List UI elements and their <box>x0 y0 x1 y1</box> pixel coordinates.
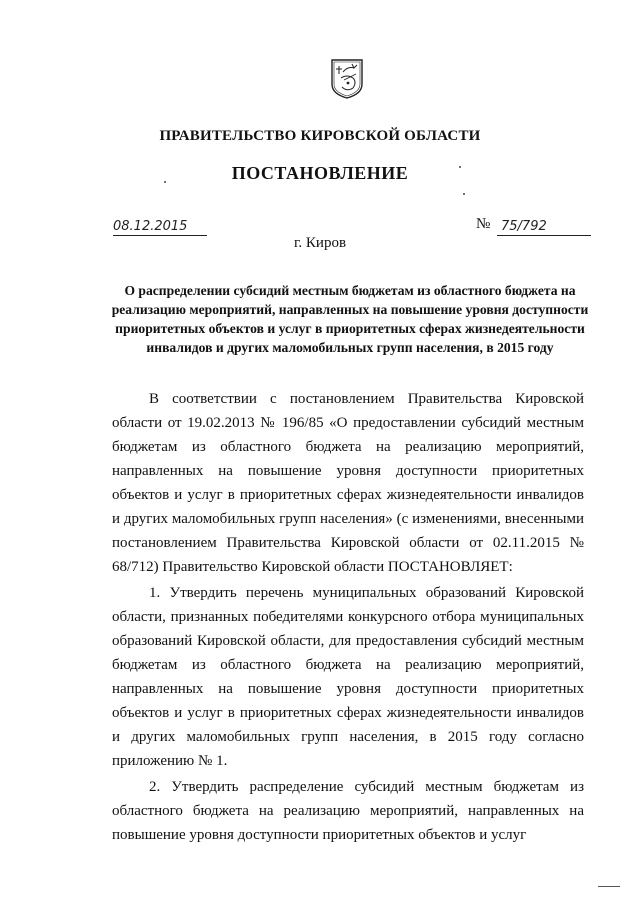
paragraph-preamble: В соответствии с постановлением Правительства Кировской области от 19.02.2013 № 196/85 «О предоставлении субсидий местным бюджетам из областного бюджета на реализацию мероприятий, направленных на повышение уровня доступности приоритетных объектов и услуг в приоритетных сферах жизнедеятельности инвалидов и других маломобильных групп населения» (с изменениями, внесенными постановлением Правительства Кировской области от 02.11.2015 № 68/712) Правительство Кировской области ПОСТАНОВЛЯЕТ: <box>112 391 584 575</box>
document-title: О распределении субсидий местным бюджетам из областного бюджета на реализацию мероприятий, направленных на повышение уровня доступности приоритетных объектов и услуг в приоритетных сферах жизнедеятельности инвалидов и других маломобильных групп населения, в 2015 году <box>111 283 589 355</box>
city: г. Киров <box>293 235 347 251</box>
scan-speck <box>164 181 166 183</box>
paragraph-item-1: 1. Утвердить перечень муниципальных образований Кировской области, признанных победителями конкурсного отбора муниципальных образований Кировской области, для предоставления субсидий местным бюджетам из областного бюджета на реализацию мероприятий, направленных на повышение уровня доступности приоритетных объектов и услуг в приоритетных сферах жизнедеятельности инвалидов и других маломобильных групп населения, в 2015 году согласно приложению № 1. <box>112 585 584 769</box>
document-body <box>112 387 584 849</box>
scan-speck <box>463 193 465 195</box>
document-number: 75/792 <box>497 219 591 236</box>
government-name: ПРАВИТЕЛЬСТВО КИРОВСКОЙ ОБЛАСТИ <box>159 128 481 144</box>
scan-edge-mark <box>598 886 620 887</box>
coat-of-arms-icon <box>330 58 364 100</box>
document-type: ПОСТАНОВЛЕНИЕ <box>231 163 409 183</box>
scan-speck <box>459 166 461 168</box>
number-label: № <box>476 216 491 232</box>
paragraph-item-2: 2. Утвердить распределение субсидий местным бюджетам из областного бюджета на реализацию мероприятий, направленных на повышение уровня доступности приоритетных объектов и услуг <box>112 779 584 843</box>
document-date: 08.12.2015 <box>113 219 207 236</box>
